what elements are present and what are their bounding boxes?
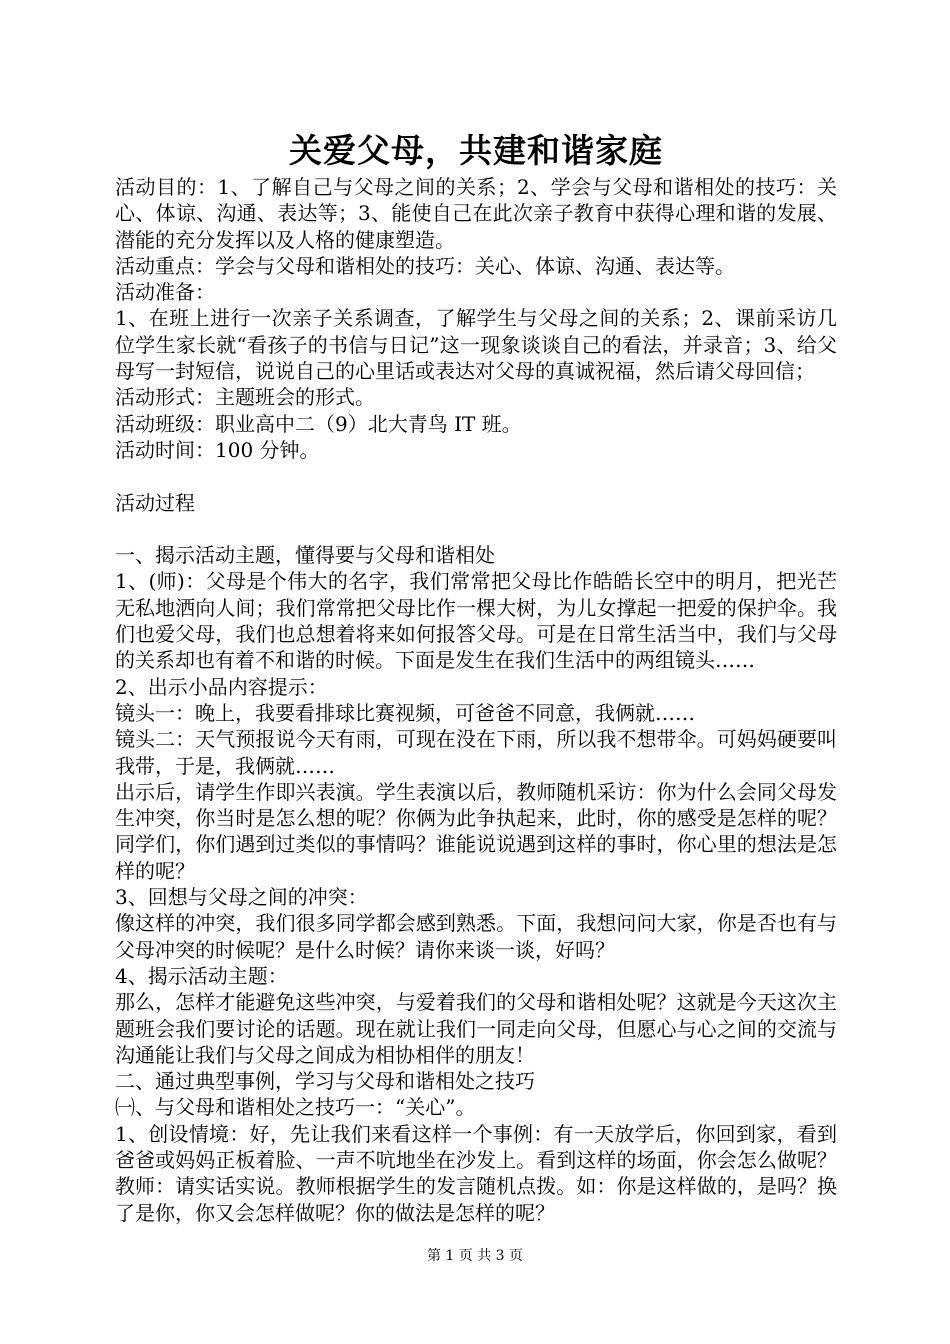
section-heading-2: 二、通过典型事例，学习与父母和谐相处之技巧 (115, 1069, 535, 1094)
paragraph-scene-1: 镜头一：晚上，我要看排球比赛视频，可爸爸不同意，我俩就…… (115, 700, 695, 725)
paragraph-skill-1-heading: ㈠、与父母和谐相处之技巧一：“关心”。 (115, 1095, 476, 1120)
paragraph-focus: 活动重点：学会与父母和谐相处的技巧：关心、体谅、沟通、表达等。 (115, 253, 735, 278)
paragraph-class: 活动班级：职业高中二（9）北大青鸟 IT 班。 (115, 411, 522, 436)
document-body (115, 174, 837, 1226)
paragraph-preparation-heading: 活动准备： (115, 280, 215, 305)
paragraph-skit-prompt: 2、出示小品内容提示： (115, 674, 328, 699)
blank-line (115, 516, 837, 542)
paragraph-scene-2: 镜头二：天气预报说今天有雨，可现在没在下雨，所以我不想带伞。可妈妈硬要叫我带，于是，我俩就…… (115, 727, 837, 778)
paragraph-time: 活动时间：100 分钟。 (115, 437, 320, 462)
paragraph-reveal-heading: 4、揭示活动主题： (115, 963, 288, 988)
paragraph-process-heading: 活动过程 (115, 490, 195, 515)
paragraph-scenario: 1、创设情境：好，先让我们来看这样一个事例：有一天放学后，你回到家，看到爸爸或妈妈正板着脸、一声不吭地坐在沙发上。看到这样的场面，你会怎么做呢？教师：请实话实说。教师根据学生的发言随机点拨。如：你是这样做的，是吗？换了是你，你又会怎样做呢？你的做法是怎样的呢？ (115, 1121, 837, 1225)
section-heading-1: 一、揭示活动主题，懂得要与父母和谐相处 (115, 543, 495, 568)
paragraph-recall-heading: 3、回想与父母之间的冲突： (115, 885, 368, 910)
paragraph-performance: 出示后，请学生作即兴表演。学生表演以后，教师随机采访：你为什么会同父母发生冲突，你当时是怎么想的呢？你俩为此争执起来，此时，你的感受是怎样的呢？同学们，你们遇到过类似的事情吗？谁能说说遇到这样的事时，你心里的想法是怎样的呢？ (115, 779, 837, 883)
paragraph-form: 活动形式：主题班会的形式。 (115, 385, 375, 410)
paragraph-recall: 像这样的冲突，我们很多同学都会感到熟悉。下面，我想问问大家，你是否也有与父母冲突的时候呢？是什么时候？请你来谈一谈，好吗？ (115, 911, 837, 962)
paragraph-reveal: 那么，怎样才能避免这些冲突，与爱着我们的父母和谐相处呢？这就是今天这次主题班会我们要讨论的话题。现在就让我们一同走向父母，但愿心与心之间的交流与沟通能让我们与父母之间成为相协相伴的朋友！ (115, 990, 837, 1067)
paragraph-teacher-intro: 1、(师)：父母是个伟大的名字，我们常常把父母比作皓皓长空中的明月，把光芒无私地洒向人间；我们常常把父母比作一棵大树，为儿女撑起一把爱的保护伞。我们也爱父母，我们也总想着将来如何报答父母。可是在日常生活当中，我们与父母的关系却也有着不和谐的时候。下面是发生在我们生活中的两组镜头…… (115, 569, 837, 673)
blank-line (115, 463, 837, 489)
page-footer: 第 1 页 共 3 页 (426, 1248, 524, 1264)
document-title: 关爱父母，共建和谐家庭 (289, 131, 663, 170)
document-page (115, 128, 837, 1226)
paragraph-preparation: 1、在班上进行一次亲子关系调查，了解学生与父母之间的关系；2、课前采访几位学生家长就“看孩子的书信与日记”这一现象谈谈自己的看法，并录音；3、给父母写一封短信，说说自己的心里话或表达对父母的真诚祝福，然后请父母回信； (115, 306, 837, 384)
paragraph-purpose: 活动目的：1、了解自己与父母之间的关系；2、学会与父母和谐相处的技巧：关心、体谅、沟通、表达等；3、能使自己在此次亲子教育中获得心理和谐的发展、潜能的充分发挥以及人格的健康塑造。 (115, 175, 837, 252)
